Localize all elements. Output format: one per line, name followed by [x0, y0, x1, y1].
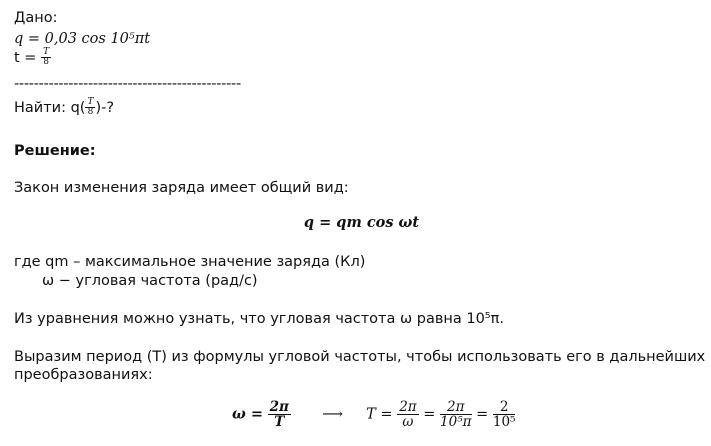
period-fraction-2: [440, 400, 471, 429]
omega-lhs: ω =: [232, 405, 264, 423]
given-charge-equation: q = 0,03 cos 10⁵πt: [14, 31, 151, 47]
law-formula: q = qm cos ωt: [303, 214, 420, 231]
omega-denominator: T: [274, 414, 285, 431]
given-time-lhs: t =: [14, 49, 37, 66]
where-line-charge: где qm – максимальное значение заряда (Кл): [14, 254, 366, 270]
final-formula: [232, 400, 515, 429]
separator: ----------------------------------------------: [14, 76, 241, 92]
period-fraction-3-numerator: 2: [493, 400, 516, 415]
given-time-numerator: T: [43, 47, 50, 57]
period-fraction-2-numerator: 2π: [440, 400, 471, 415]
period-lhs: T =: [366, 406, 393, 423]
period-fraction-1: [397, 400, 418, 429]
given-time-denominator: 8: [43, 57, 49, 68]
omega-fraction: [268, 400, 291, 429]
given-label: Дано:: [14, 10, 58, 26]
period-text-line2: преобразованиях:: [14, 367, 153, 383]
find-fraction: [85, 98, 95, 118]
solution-heading: Решение:: [14, 143, 96, 159]
find-prefix: Найти: q(: [14, 99, 86, 116]
omega-numerator: 2π: [269, 399, 289, 415]
period-fraction-3-denominator: 10⁵: [492, 414, 516, 431]
period-fraction-1-numerator: 2π: [399, 399, 417, 415]
omega-text: Из уравнения можно узнать, что угловая частота ω равна 10⁵π.: [14, 311, 504, 327]
period-fraction-1-denominator: ω: [402, 414, 414, 431]
arrow-icon: ⟶: [322, 406, 343, 423]
equals-1: =: [423, 406, 436, 423]
find-numerator: T: [87, 97, 94, 107]
given-time-fraction: [41, 48, 51, 68]
find-suffix: )-?: [95, 99, 115, 116]
given-time: [14, 48, 51, 68]
find-line: [14, 98, 114, 118]
where-line-omega: ω − угловая частота (рад/с): [42, 273, 258, 289]
period-text-line1: Выразим период (T) из формулы угловой частоты, чтобы использовать его в дальнейших: [14, 349, 706, 365]
law-text: Закон изменения заряда имеет общий вид:: [14, 180, 349, 196]
equals-2: =: [476, 406, 489, 423]
period-fraction-2-denominator: 10⁵π: [440, 414, 472, 431]
period-fraction-3: [493, 400, 516, 429]
find-denominator: 8: [87, 107, 94, 118]
